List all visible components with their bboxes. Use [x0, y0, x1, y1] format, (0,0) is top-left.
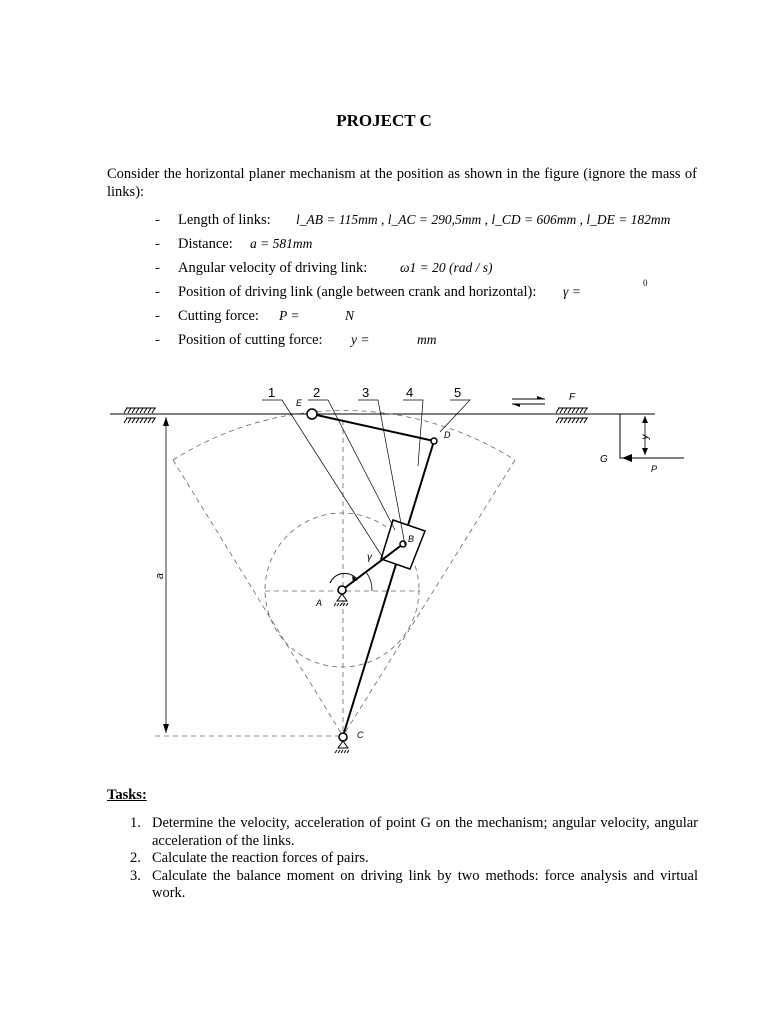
- param-label: Angular velocity of driving link:: [178, 260, 368, 276]
- task-text: Calculate the reaction forces of pairs.: [152, 850, 369, 866]
- link-number-3: 3: [362, 385, 370, 400]
- param-value: ω1 = 20 (rad / s): [400, 260, 493, 275]
- param-label: Distance:: [178, 236, 233, 252]
- param-unit: mm: [417, 332, 437, 347]
- task-text: Determine the velocity, acceleration of point G on the mechanism; angular velocity, angular acceleration of the links.: [152, 815, 698, 849]
- ground-hatch-right: [556, 408, 588, 423]
- construction-lines: [155, 410, 620, 736]
- param-value: a = 581mm: [250, 236, 313, 251]
- list-dash: -: [155, 236, 160, 252]
- list-dash: -: [155, 332, 160, 348]
- param-value: P =: [279, 308, 300, 323]
- link-number-5: 5: [454, 385, 462, 400]
- angle-gamma-arc: [366, 572, 372, 591]
- task-number: 2.: [130, 850, 141, 866]
- task-number: 1.: [130, 815, 141, 831]
- param-label: Cutting force:: [178, 308, 259, 324]
- tasks-heading: Tasks:: [107, 787, 147, 803]
- param-value: γ =: [563, 284, 581, 299]
- point-label-f: F: [569, 392, 576, 403]
- angle-gamma-label: γ: [367, 552, 372, 563]
- link-number-1: 1: [268, 385, 276, 400]
- task-item: [130, 868, 698, 903]
- list-dash: -: [155, 308, 160, 324]
- point-label-c: C: [357, 730, 364, 740]
- pivot-a: [334, 586, 348, 606]
- task-text: Calculate the balance moment on driving link by two methods: force analysis and virtual work.: [152, 867, 698, 901]
- point-label-g: G: [600, 454, 608, 465]
- dimension-y-label: y: [640, 434, 651, 440]
- force-label-p: P: [651, 464, 658, 474]
- ground-hatch-left: [124, 408, 156, 423]
- link-leaders: [262, 400, 470, 561]
- task-number: 3.: [130, 867, 141, 884]
- list-dash: -: [155, 284, 160, 300]
- cutting-tool: [620, 414, 684, 462]
- param-label: Length of links:: [178, 212, 271, 228]
- dimension-a-label: a: [154, 572, 166, 580]
- param-value: y =: [351, 332, 370, 347]
- param-unit: N: [345, 308, 355, 323]
- list-dash: -: [155, 212, 160, 228]
- param-unit: 0: [643, 278, 648, 288]
- link-ed: [312, 414, 434, 441]
- point-label-d: D: [444, 430, 451, 440]
- page-title: PROJECT C: [336, 111, 432, 130]
- task-item: [130, 850, 698, 868]
- param-value: l_AB = 115mm , l_AC = 290,5mm , l_CD = 606mm , l_DE = 182mm: [296, 212, 671, 227]
- link-number-2: 2: [313, 385, 321, 400]
- crank-ab: [342, 544, 403, 590]
- param-label: Position of cutting force:: [178, 332, 323, 348]
- link-number-4: 4: [406, 385, 414, 400]
- point-label-b: B: [408, 534, 415, 544]
- intro-paragraph: Consider the horizontal planer mechanism at the position as shown in the figure (ignore the mass of links):: [107, 166, 697, 200]
- joint-e: [307, 409, 317, 419]
- task-list: [130, 815, 698, 903]
- slide-direction-arrows: [512, 396, 545, 407]
- point-label-a: A: [316, 598, 323, 608]
- link-cd: [343, 441, 434, 736]
- task-item: [130, 815, 698, 850]
- param-label: Position of driving link (angle between crank and horizontal):: [178, 284, 537, 300]
- list-dash: -: [155, 260, 160, 276]
- point-label-e: E: [296, 398, 303, 408]
- joint-d: [431, 438, 437, 444]
